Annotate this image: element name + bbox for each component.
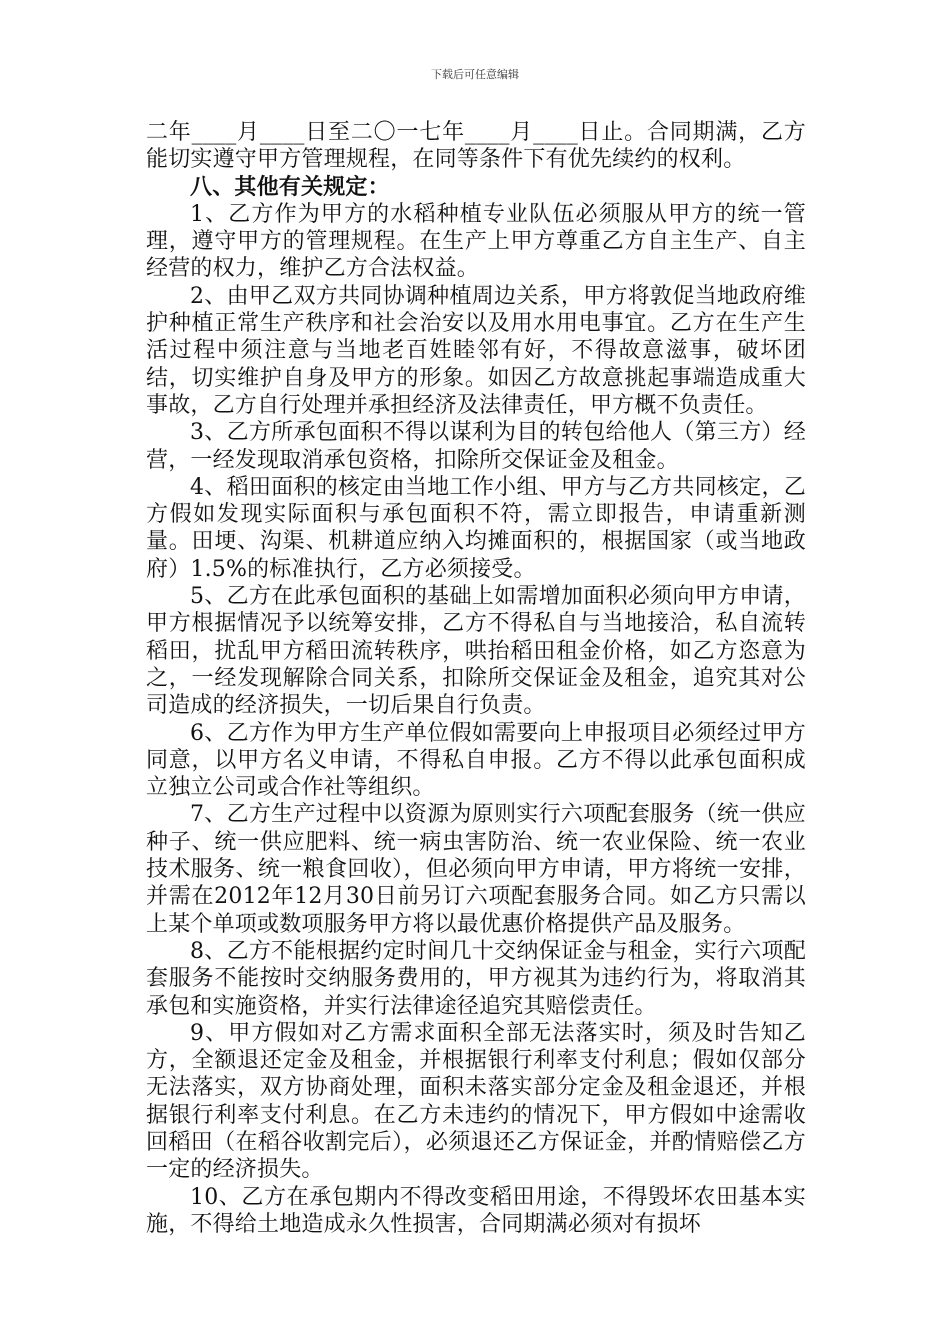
document-body — [146, 119, 806, 1238]
page-header: 下载后可任意编辑 — [431, 68, 519, 81]
clause-paragraph: 1、乙方作为甲方的水稻种植专业队伍必须服从甲方的统一管理，遵守甲方的管理规程。在生产上甲方尊重乙方自主生产、自主经营的权力，维护乙方合法权益。 — [146, 201, 806, 282]
clause-paragraph: 3、乙方所承包面积不得以谋利为目的转包给他人（第三方）经营，一经发现取消承包资格，扣除所交保证金及租金。 — [146, 420, 806, 473]
clause-paragraph: 2、由甲乙双方共同协调种植周边关系，甲方将敦促当地政府维护种植正常生产秩序和社会治安以及用水用电事宜。乙方在生产生活过程中须注意与当地老百姓睦邻有好，不得故意滋事，破坏团结，切实维护自身及甲方的形象。如因乙方故意挑起事端造成重大事故，乙方自行处理并承担经济及法律责任，甲方概不负责任。 — [146, 283, 806, 418]
clause-paragraph: 5、乙方在此承包面积的基础上如需增加面积必须向甲方申请，甲方根据情况予以统筹安排，乙方不得私自与当地接洽，私自流转稻田，扰乱甲方稻田流转秩序，哄抬稻田租金价格，如乙方恣意为之，一经发现解除合同关系，扣除所交保证金及租金，追究其对公司造成的经济损失，一切后果自行负责。 — [146, 584, 806, 719]
paragraph-continuation: 二年____月____日至二〇一七年____月____日止。合同期满，乙方能切实遵守甲方管理规程，在同等条件下有优先续约的权利。 — [146, 120, 806, 173]
clause-paragraph: 9、甲方假如对乙方需求面积全部无法落实时，须及时告知乙方，全额退还定金及租金，并根据银行利率支付利息；假如仅部分无法落实，双方协商处理，面积未落实部分定金及租金退还，并根据银行利率支付利息。在乙方未违约的情况下，甲方假如中途需收回稻田（在稻谷收割完后），必须退还乙方保证金，并酌情赔偿乙方一定的经济损失。 — [146, 1020, 806, 1183]
clause-paragraph: 7、乙方生产过程中以资源为原则实行六项配套服务（统一供应种子、统一供应肥料、统一病虫害防治、统一农业保险、统一农业技术服务、统一粮食回收），但必须向甲方申请，甲方将统一安排，并需在2012年12月30日前另订六项配套服务合同。如乙方只需以上某个单项或数项服务甲方将以最优惠价格提供产品及服务。 — [146, 802, 806, 937]
clause-paragraph: 8、乙方不能根据约定时间几十交纳保证金与租金，实行六项配套服务不能按时交纳服务费用的，甲方视其为违约行为，将取消其承包和实施资格，并实行法律途径追究其赔偿责任。 — [146, 938, 806, 1019]
clause-paragraph: 10、乙方在承包期内不得改变稻田用途，不得毁坏农田基本实施，不得给土地造成永久性损害，合同期满必须对有损坏 — [146, 1184, 806, 1237]
section-heading: 八、其他有关规定： — [190, 173, 390, 200]
clause-paragraph: 4、稻田面积的核定由当地工作小组、甲方与乙方共同核定，乙方假如发现实际面积与承包面积不符，需立即报告，申请重新测量。田埂、沟渠、机耕道应纳入均摊面积的，根据国家（或当地政府）1.5%的标准执行，乙方必须接受。 — [146, 474, 806, 582]
clause-paragraph: 6、乙方作为甲方生产单位假如需要向上申报项目必须经过甲方同意，以甲方名义申请，不得私自申报。乙方不得以此承包面积成立独立公司或合作社等组织。 — [146, 720, 806, 801]
